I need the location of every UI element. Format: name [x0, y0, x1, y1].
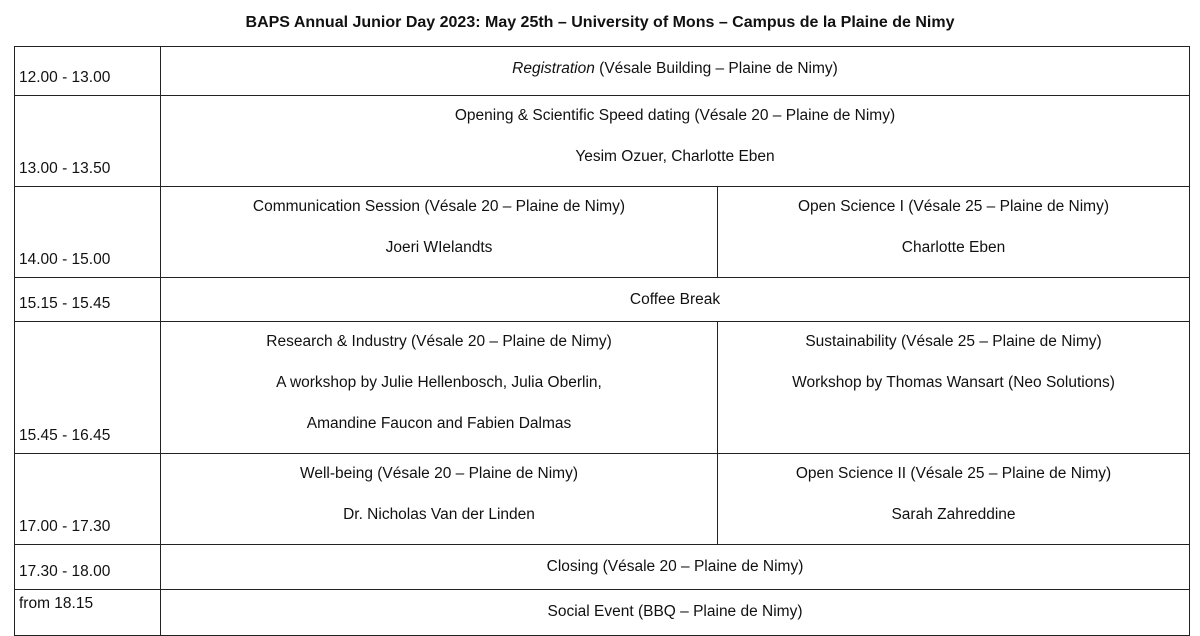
table-row — [15, 322, 1190, 454]
table-row — [15, 47, 1190, 96]
session-speakers: A workshop by Julie Hellenbosch, Julia Oberlin, — [276, 374, 602, 391]
session-cell — [161, 545, 1190, 590]
time-cell: 15.45 - 16.45 — [15, 322, 161, 454]
session-cell — [161, 47, 1190, 96]
table-row — [15, 454, 1190, 545]
session-speakers: Amandine Faucon and Fabien Dalmas — [306, 415, 572, 432]
time-cell: 12.00 - 13.00 — [15, 47, 161, 96]
session-title: Opening & Scientific Speed dating (Vésale 20 – Plaine de Nimy) — [454, 107, 896, 124]
time-cell: 14.00 - 15.00 — [15, 187, 161, 278]
session-speakers: Charlotte Eben — [901, 239, 1006, 256]
session-title: Research & Industry (Vésale 20 – Plaine de Nimy) — [266, 333, 612, 350]
session-cell-left — [161, 187, 718, 278]
session-speakers: Dr. Nicholas Van der Linden — [343, 506, 535, 523]
session-cell — [161, 590, 1190, 636]
time-cell: 15.15 - 15.45 — [15, 278, 161, 322]
session-cell-left — [161, 454, 718, 545]
session-title: Open Science II (Vésale 25 – Plaine de Nimy) — [795, 465, 1112, 482]
time-cell: 17.30 - 18.00 — [15, 545, 161, 590]
session-speakers: Joeri WIelandts — [385, 239, 493, 256]
time-cell: 13.00 - 13.50 — [15, 96, 161, 187]
session-speakers: Sarah Zahreddine — [891, 506, 1016, 523]
session-speakers: Yesim Ozuer, Charlotte Eben — [575, 148, 775, 165]
session-cell-left — [161, 322, 718, 454]
session-cell-right — [718, 454, 1190, 545]
schedule-table — [14, 46, 1190, 636]
time-cell: 17.00 - 17.30 — [15, 454, 161, 545]
session-title: Well-being (Vésale 20 – Plaine de Nimy) — [300, 465, 578, 482]
session-cell — [161, 96, 1190, 187]
page-title: BAPS Annual Junior Day 2023: May 25th – University of Mons – Campus de la Plaine de Nimy — [245, 14, 955, 31]
table-row — [15, 187, 1190, 278]
session-title: Registration (Vésale Building – Plaine de Nimy) — [512, 60, 838, 77]
time-cell: from 18.15 — [15, 590, 161, 636]
session-cell-right — [718, 187, 1190, 278]
session-speakers: Workshop by Thomas Wansart (Neo Solutions) — [792, 374, 1115, 391]
table-row — [15, 545, 1190, 590]
session-title: Open Science I (Vésale 25 – Plaine de Nimy) — [797, 198, 1110, 215]
session-title: Coffee Break — [629, 291, 721, 308]
table-row — [15, 590, 1190, 636]
session-cell — [161, 278, 1190, 322]
session-title: Sustainability (Vésale 25 – Plaine de Nimy) — [805, 333, 1102, 350]
session-cell-right — [718, 322, 1190, 454]
session-title: Closing (Vésale 20 – Plaine de Nimy) — [546, 558, 804, 575]
session-title: Social Event (BBQ – Plaine de Nimy) — [547, 603, 803, 620]
table-row — [15, 96, 1190, 187]
table-row — [15, 278, 1190, 322]
session-title: Communication Session (Vésale 20 – Plaine de Nimy) — [252, 198, 626, 215]
